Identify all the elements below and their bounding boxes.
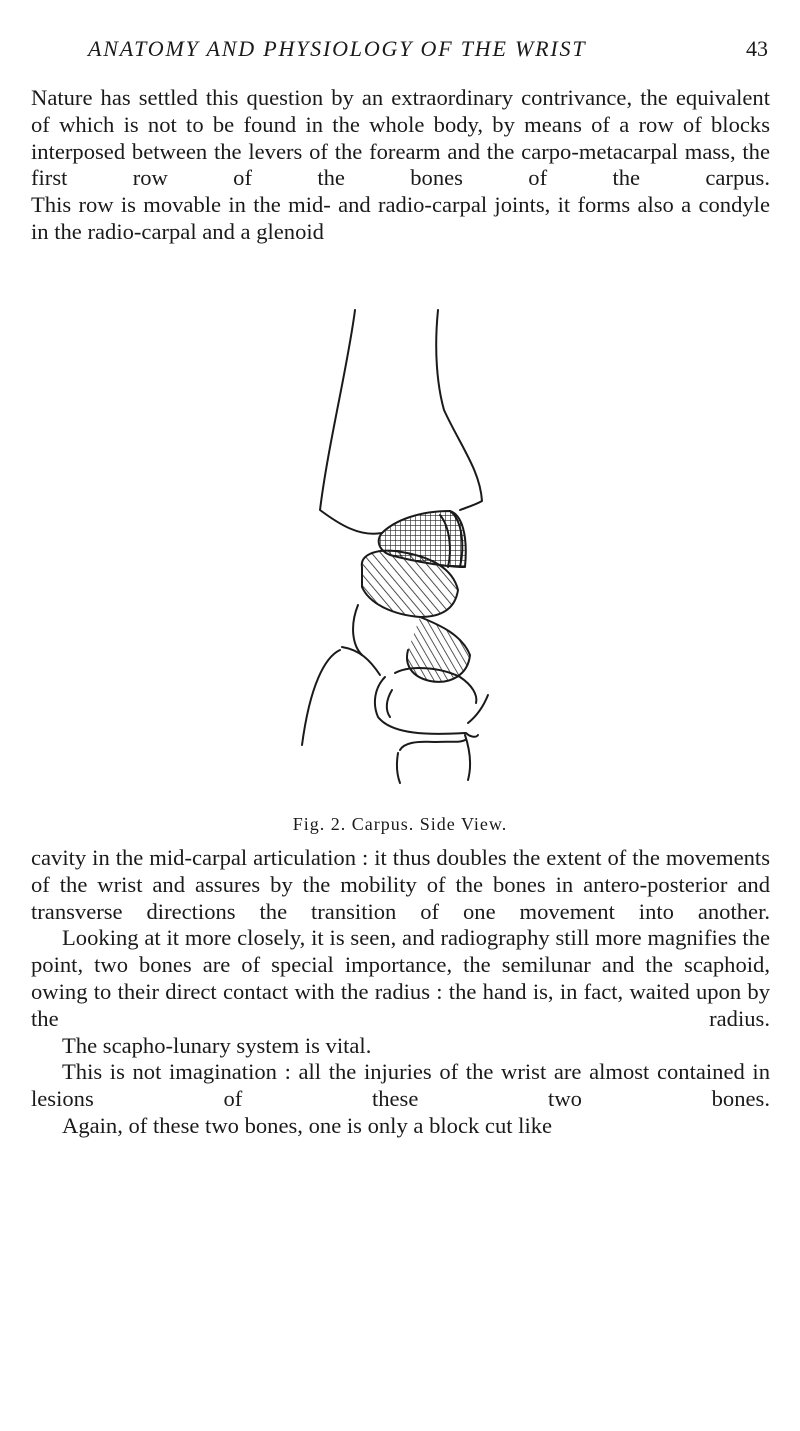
page-number: 43 <box>746 36 768 61</box>
running-header <box>88 36 768 64</box>
paragraph: This is not imagination : all the injuries of the wrist are almost contained in lesions of these two bones. <box>31 1059 770 1112</box>
figure-caption: Fig. 2. Carpus. Side View. <box>292 814 508 834</box>
paragraph: cavity in the mid-carpal articulation : it thus doubles the extent of the movements of the wrist and assures by the mobility of the bones in antero-posterior and transverse directions the transition of one movement into another. <box>31 845 770 924</box>
radius-outline-inner <box>436 310 482 510</box>
paragraph: The scapho-lunary system is vital. <box>62 1032 372 1058</box>
paragraph: Nature has settled this question by an extraordinary contrivance, the equivalent of which is not to be found in the whole body, by means of a row of blocks interposed between the levers of the forearm and the carpo-metacarpal mass, the first row of the bones of the carpus. <box>31 85 770 191</box>
paragraph: Again, of these two bones, one is only a block cut like <box>62 1112 553 1138</box>
text-block-bottom <box>31 845 770 1140</box>
text-block-top <box>31 85 770 246</box>
radius-outline <box>320 310 382 534</box>
carpus-side-view-drawing <box>300 305 540 795</box>
running-title: ANATOMY AND PHYSIOLOGY OF THE WRIST <box>88 36 587 61</box>
carpus-figure <box>300 305 540 795</box>
paragraph: Looking at it more closely, it is seen, and radiography still more magnifies the point, two bones are of special importance, the semilunar and the scaphoid, owing to their direct contact with the radius : the hand is, in fact, waited upon by the radius. <box>31 925 770 1031</box>
paragraph: This row is movable in the mid- and radio-carpal joints, it forms also a condyle in the radio-carpal and a glenoid <box>31 192 770 244</box>
